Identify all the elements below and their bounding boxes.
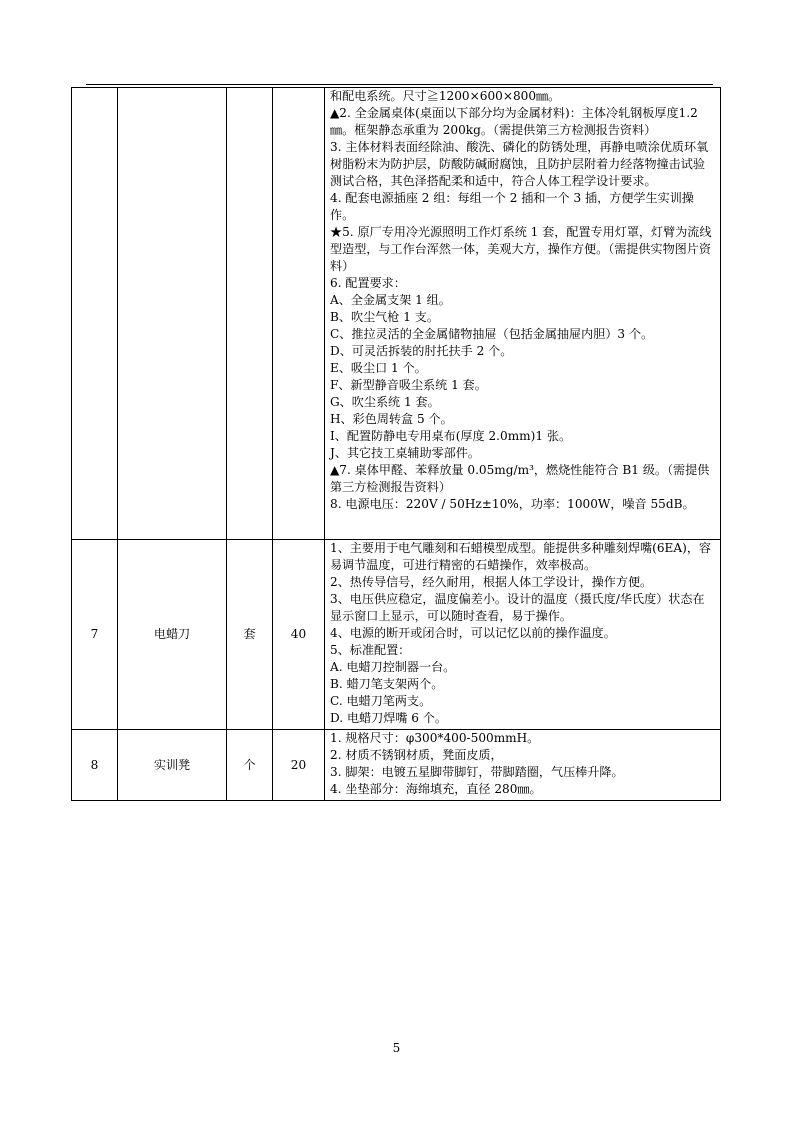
description-line: 3、电压供应稳定，温度偏差小。设计的温度（摄氏度/华氏度）状态在显示窗口上显示，可以随时查看，易于操作。 (330, 592, 705, 623)
description-line: 5、标准配置： (330, 643, 411, 657)
description-line: 1、主要用于电气雕刻和石蜡模型成型。能提供多种雕刻焊嘴(6EA)，容易调节温度，可进行精密的石蜡操作，效率极高。 (330, 541, 712, 572)
description-line: J、其它技工桌辅助零部件。 (330, 446, 480, 460)
description-line: H、彩色周转盒 5 个。 (330, 412, 453, 426)
table-row (72, 88, 721, 540)
item-name: 实训凳 (118, 730, 227, 801)
item-description (325, 730, 721, 801)
row-number: 8 (72, 730, 118, 801)
description-line: 1. 规格尺寸：φ300*400-500mmH。 (330, 731, 540, 745)
row-number: 7 (72, 540, 118, 730)
description-line: E、吸尘口 1 个。 (330, 361, 427, 375)
item-unit (227, 88, 273, 540)
description-line: ▲7. 桌体甲醛、苯释放量 0.05mg/m³，燃烧性能符合 B1 级。（需提供第三方检测报告资料） (330, 463, 710, 494)
item-unit: 套 (227, 540, 273, 730)
description-line: 和配电系统。尺寸≧1200×600×800㎜。 (330, 89, 561, 103)
description-line: A. 电蜡刀控制器一台。 (330, 660, 456, 674)
description-line: 3. 主体材料表面经除油、酸洗、磷化的防锈处理，再静电喷涂优质环氧树脂粉末为防护层，防酸防碱耐腐蚀，且防护层附着力经落物撞击试验测试合格，其色泽搭配柔和适中，符合人体工程学设计要求。 (330, 140, 709, 188)
row-number (72, 88, 118, 540)
spec-table (71, 87, 721, 801)
description-line: A、全金属支架 1 组。 (330, 293, 451, 307)
description-line: G、吹尘系统 1 套。 (330, 395, 440, 409)
header-rule (86, 84, 713, 85)
description-line: 6. 配置要求： (330, 276, 406, 290)
item-description (325, 88, 721, 540)
page-number: 5 (392, 1041, 401, 1055)
description-line: 2. 材质不锈钢材质，凳面皮质， (330, 748, 503, 762)
description-line: ★5. 原厂专用冷光源照明工作灯系统 1 套，配置专用灯罩，灯臂为流线型造型，与工作台浑然一体，美观大方，操作方便。（需提供实物图片资料） (330, 225, 712, 273)
item-quantity: 20 (273, 730, 325, 801)
description-line: 8. 电源电压：220V / 50Hz±10%，功率：1000W，噪音 55dB。 (330, 497, 695, 511)
description-line: 4. 配套电源插座 2 组：每组一个 2 插和一个 3 插，方便学生实训操作。 (330, 191, 694, 222)
description-line: I、配置防静电专用桌布(厚度 2.0mm)1 张。 (330, 429, 572, 443)
description-line: B、吹尘气枪 1 支。 (330, 310, 439, 324)
description-line: F、新型静音吸尘系统 1 套。 (330, 378, 487, 392)
description-line: C、推拉灵活的全金属储物抽屉（包括金属抽屉内胆）3 个。 (330, 327, 654, 341)
item-name: 电蜡刀 (118, 540, 227, 730)
item-description (325, 540, 721, 730)
description-line: 2、热传导信号，经久耐用，根据人体工学设计，操作方便。 (330, 575, 653, 589)
item-unit: 个 (227, 730, 273, 801)
description-line: C. 电蜡刀笔两支。 (330, 694, 432, 708)
item-quantity: 40 (273, 540, 325, 730)
table-row (72, 730, 721, 801)
table-row (72, 540, 721, 730)
description-line: D、可灵活拆装的肘托扶手 2 个。 (330, 344, 513, 358)
description-line: ▲2. 全金属桌体(桌面以下部分均为金属材料)：主体冷轧钢板厚度1.2㎜。框架静态承重为 200kg。（需提供第三方检测报告资料） (330, 106, 698, 137)
description-line: 4. 坐垫部分：海绵填充，直径 280㎜。 (330, 782, 542, 796)
item-quantity (273, 88, 325, 540)
description-line: D. 电蜡刀焊嘴 6 个。 (330, 711, 447, 725)
description-line: B. 蜡刀笔支架两个。 (330, 677, 444, 691)
description-line: 3. 脚架：电镀五星脚带脚钉，带脚踏圈，气压棒升降。 (330, 765, 624, 779)
description-line: 4、电源的断开或闭合时，可以记忆以前的操作温度。 (330, 626, 616, 640)
item-name (118, 88, 227, 540)
